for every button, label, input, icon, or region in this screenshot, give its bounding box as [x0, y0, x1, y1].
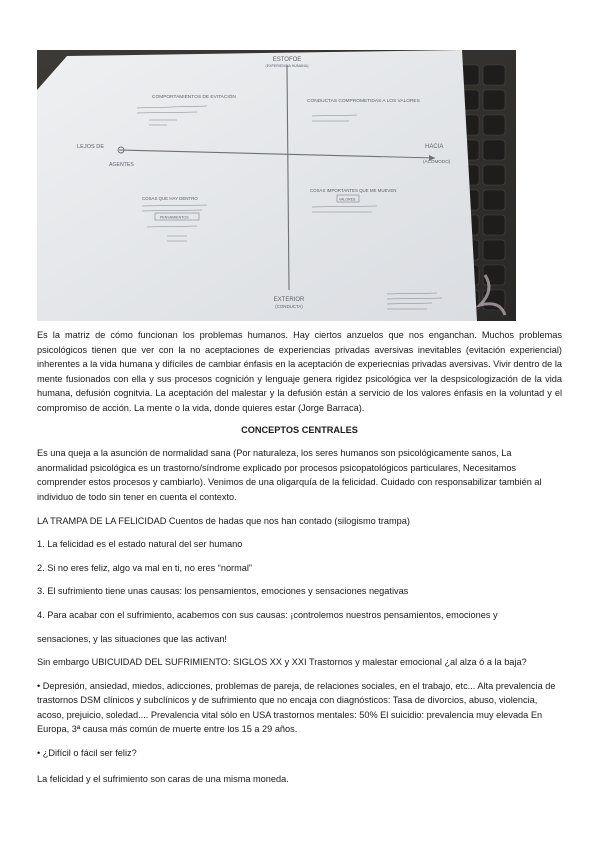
intro-paragraph: Es la matriz de cómo funcionan los problemas humanos. Hay ciertos anzuelos que nos enganchan. Muchos problemas psicológicos tienen que ver con la no aceptaciones de experiencias privadas aversivas inevitables (evitación experiencial) inherentes a la vida humana y difíciles de cambiar énfasis en la aceptación de experiecnias privadas aversivas. Vivir dentro de la mente fusionados con ella y sus procesos cognición y lenguaje genera rigidez psicológica ver la despsicologización de la vida humana, defusión cognitvia. La aceptación del malestar y la defusión están a servicio de los valores énfasis en la voluntad y el compromiso de acción. La mente o la vida, donde quieres estar (Jorge Barraca). [37, 330, 562, 413]
bullet-prevalencia: • Depresión, ansiedad, miedos, adicciones, problemas de pareja, de relaciones sociales, en el trabajo, etc... Alta prevalencia de trastornos DSM clínicos y subclínicos y de sufrimiento que no encaja con diagnósticos: Tasa de divorcios, abuso, violencia, acoso, prejuicio, soledad.... Prevalencia vital sólo en USA trastornos mentales: 50% El suicidio: prevalencia muy elevada En Europa, 3ª causa más común de muerte entre los 15 a 29 años. [37, 680, 556, 735]
axis-bottom-sublabel: (CONDUCTA) [275, 304, 303, 309]
matrix-photo [37, 50, 516, 321]
quadrant-br-box-label: VALORES [339, 197, 356, 202]
quadrant-tr-title: CONDUCTAS COMPROMETIDAS A LOS VALORES [307, 99, 420, 104]
quadrant-bl-title: COSAS QUE HAY DENTRO [142, 196, 198, 201]
axis-top-label: ESTOFOE [272, 57, 302, 63]
list-item-1: 1. La felicidad es el estado natural del ser humano [37, 539, 243, 550]
axis-right-sublabel: (ACOMODO) [423, 159, 451, 164]
paper-sheet [37, 50, 477, 321]
quadrant-bl-box-label: PENSAMIENTOS [160, 215, 189, 220]
paragraph-ubicuidad: Sin embargo UBICUIDAD DEL SUFRIMIENTO: SIGLOS XX y XXI Trastornos y malestar emocional ¿al alza ó a la baja? [37, 657, 527, 668]
section-heading: CONCEPTOS CENTRALES [241, 424, 358, 435]
axis-right-label: HACIA [425, 144, 444, 150]
axis-left-label: LEJOS DE [77, 144, 105, 150]
list-item-4-continued: sensaciones, y las situaciones que las activan! [37, 633, 227, 644]
axis-bottom-label: EXTERIOR [273, 297, 305, 303]
paragraph-conclusion: La felicidad y el sufrimiento son caras de una misma moneda. [37, 773, 289, 784]
bullet-dificil: • ¿Difícil o fácil ser feliz? [37, 748, 137, 759]
document-body [37, 328, 562, 786]
axis-left-sublabel: AGENTES [109, 162, 134, 168]
list-item-2: 2. Si no eres feliz, algo va mal en ti, no eres “normal” [37, 562, 252, 573]
axis-top-sublabel: (EXPERIENCIA HUMANA) [265, 64, 309, 68]
quadrant-br-title: COSAS IMPORTANTES QUE ME MUEVEN [310, 188, 397, 193]
paragraph-trampa: LA TRAMPA DE LA FELICIDAD Cuentos de hadas que nos han contado (silogismo trampa) [37, 515, 410, 526]
list-item-4: 4. Para acabar con el sufrimiento, acabemos con sus causas: ¡controlemos nuestros pensamientos, emociones y [37, 609, 498, 620]
quadrant-tl-title: COMPORTAMIENTOS DE EVITACIÓN [152, 95, 236, 100]
list-item-3: 3. El sufrimiento tiene unas causas: los pensamientos, emociones y sensaciones negativas [37, 586, 409, 597]
paragraph-normalidad: Es una queja a la asunción de normalidad sana (Por naturaleza, los seres humanos son psicológicamente sanos, La anormalidad psicológica es un trastorno/síndrome explicado por procesos psicopatológicos particulares, Necesitamos comprender estos procesos y cambiarlo). Venimos de una oligarquía de la felicidad. Cuidado con responsabilizar también al individuo de todo sin tener en cuenta el contexto. [37, 448, 542, 502]
